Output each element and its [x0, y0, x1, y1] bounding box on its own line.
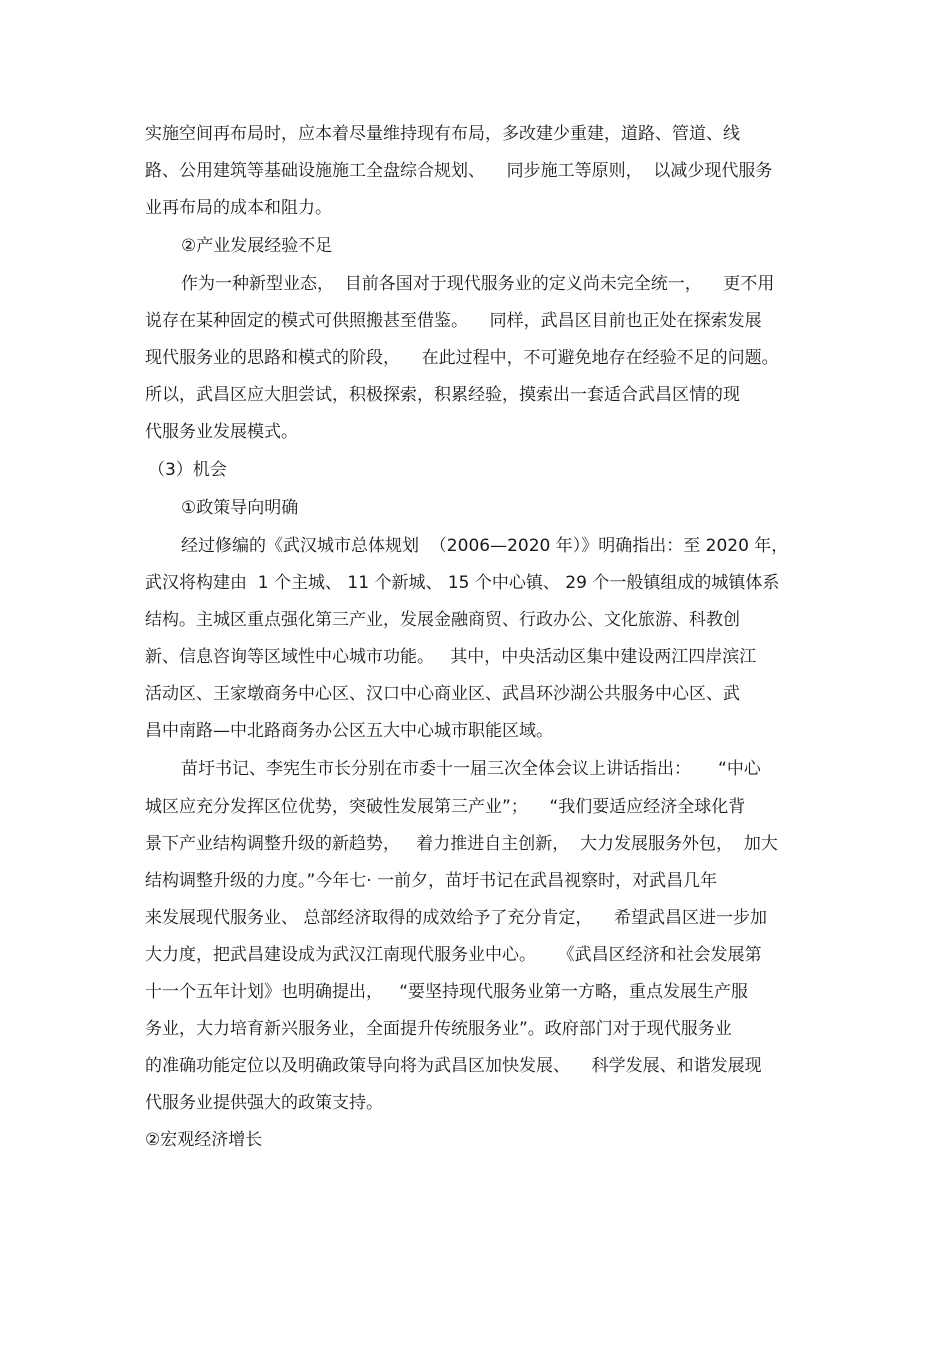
paragraph-line: 活动区、王家墩商务中心区、汉口中心商业区、武昌环沙湖公共服务中心区、武 [145, 684, 740, 704]
paragraph-line: 务业，大力培育新兴服务业，全面提升传统服务业”。政府部门对于现代服务业 [145, 1019, 732, 1039]
paragraph-line: 经过修编的《武汉城市总体规划 （2006—2020 年）》明确指出：至 2020 年， [181, 536, 789, 556]
paragraph-line: 代服务业发展模式。 [145, 422, 298, 442]
paragraph-line: 武汉将构建由 1 个主城、 11 个新城、 15 个中心镇、 29 个一般镇组成的城镇体系 [145, 573, 780, 593]
paragraph-line: 所以，武昌区应大胆尝试，积极探索，积累经验，摸索出一套适合武昌区情的现 [145, 385, 740, 405]
paragraph-line: 昌中南路—中北路商务办公区五大中心城市职能区域。 [145, 721, 553, 741]
paragraph-line: 苗圩书记、李宪生市长分别在市委十一届三次全体会议上讲话指出： “中心 [181, 759, 761, 779]
paragraph-line: 实施空间再布局时，应本着尽量维持现有布局，多改建少重建，道路、管道、线 [145, 124, 740, 144]
paragraph-line: 作为一种新型业态， 目前各国对于现代服务业的定义尚未完全统一， 更不用 [181, 274, 775, 294]
paragraph-line: 的准确功能定位以及明确政策导向将为武昌区加快发展、 科学发展、和谐发展现 [145, 1056, 762, 1076]
paragraph-line: 说存在某种固定的模式可供照搬甚至借鉴。 同样，武昌区目前也正处在探索发展 [145, 311, 762, 331]
paragraph-line: 大力度，把武昌建设成为武汉江南现代服务业中心。 《武昌区经济和社会发展第 [145, 945, 762, 965]
paragraph-line: 结构。主城区重点强化第三产业，发展金融商贸、行政办公、文化旅游、科教创 [145, 610, 740, 630]
section-heading: ②宏观经济增长 [145, 1130, 263, 1150]
paragraph-line: 景下产业结构调整升级的新趋势， 着力推进自主创新， 大力发展服务外包， 加大 [145, 834, 778, 854]
paragraph-line: 路、公用建筑等基础设施施工全盘综合规划、 同步施工等原则， 以减少现代服务 [145, 161, 773, 181]
paragraph-line: 新、信息咨询等区域性中心城市功能。 其中，中央活动区集中建设两江四岸滨江 [145, 647, 757, 667]
paragraph-line: 结构调整升级的力度。”今年七· 一前夕，苗圩书记在武昌视察时，对武昌几年 [145, 871, 718, 891]
paragraph-line: 十一个五年计划》也明确提出， “要坚持现代服务业第一方略，重点发展生产服 [145, 982, 749, 1002]
section-heading: ②产业发展经验不足 [181, 236, 333, 256]
paragraph-line: 代服务业提供强大的政策支持。 [145, 1093, 383, 1113]
section-heading: ①政策导向明确 [181, 498, 299, 518]
paragraph-line: 业再布局的成本和阻力。 [145, 198, 332, 218]
paragraph-line: 现代服务业的思路和模式的阶段， 在此过程中，不可避免地存在经验不足的问题。 [145, 348, 779, 368]
paragraph-line: 城区应充分发挥区位优势，突破性发展第三产业”； “我们要适应经济全球化背 [145, 797, 746, 817]
paragraph-line: 来发展现代服务业、 总部经济取得的成效给予了充分肯定， 希望武昌区进一步加 [145, 908, 768, 928]
section-heading: （3）机会 [148, 460, 227, 480]
